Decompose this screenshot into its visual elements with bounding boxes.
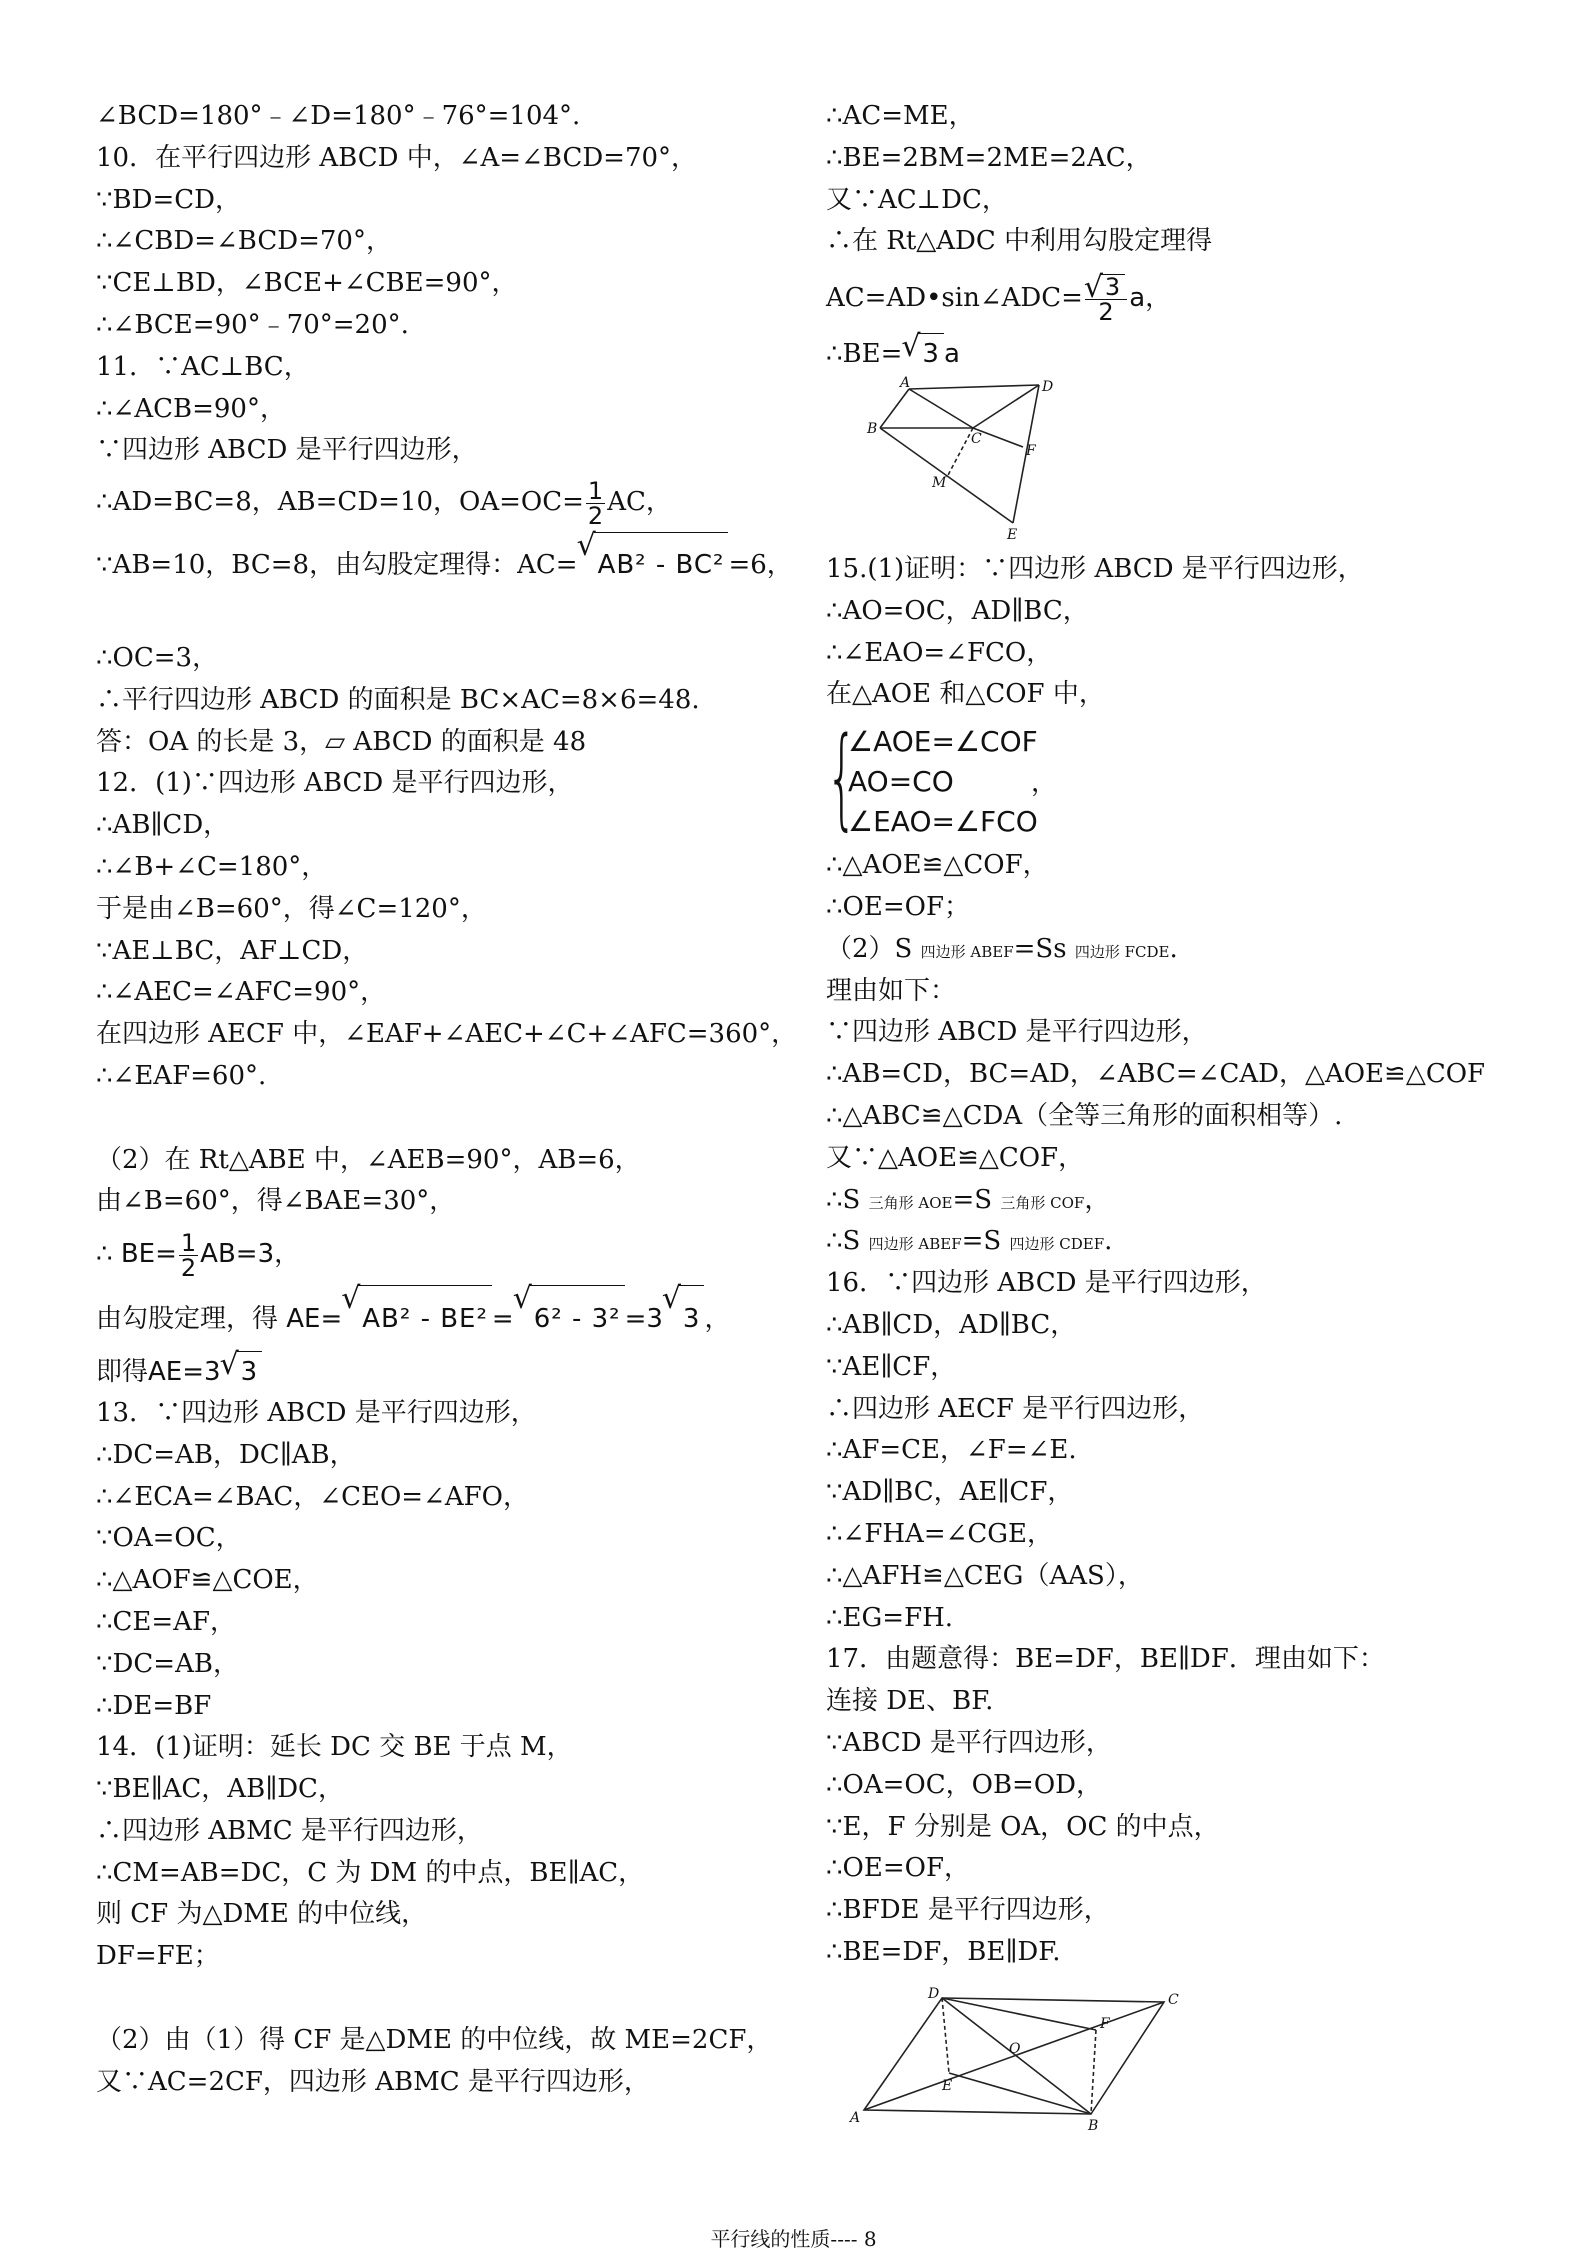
text-line: ∴四边形 AECF 是平行四边形，: [826, 1393, 1205, 1424]
sqrt-expression: √ 3: [1101, 274, 1125, 299]
text: ∴: [96, 1239, 121, 1270]
text-line: ∴平行四边形 ABCD 的面积是 BC×AC=8×6=48.: [96, 684, 700, 715]
text: 即得: [96, 1357, 149, 1388]
text-line: 连接 DE、BF.: [826, 1686, 994, 1717]
text-line: ∴在 Rt△ADC 中利用勾股定理得: [826, 226, 1213, 257]
text-line: ∴BE=DF，BE∥DF.: [826, 1936, 1061, 1967]
text: .: [1104, 1226, 1113, 1257]
label-O: O: [1009, 2040, 1021, 2057]
text-line: 11．∵AC⊥BC，: [96, 351, 310, 382]
text-line: ∴BFDE 是平行四边形，: [826, 1895, 1110, 1926]
text-line: ∴△ABC≌△CDA（全等三角形的面积相等）.: [826, 1100, 1343, 1131]
edge: [880, 428, 1013, 523]
label-E: E: [1007, 526, 1018, 543]
text-line: ∵AD∥BC，AE∥CF，: [826, 1477, 1074, 1508]
fraction-half: [179, 1228, 198, 1282]
left-lines-part4: [96, 1393, 776, 1978]
text-line: ∴OE=OF；: [826, 891, 970, 922]
text: AC，: [607, 487, 672, 518]
text-line: ∴∠BCE=90°﹣70°=20°.: [96, 309, 409, 340]
subscript: 四边形 FCDE: [1074, 942, 1170, 961]
text-line: ∴CE=AF，: [96, 1606, 237, 1637]
label-B: B: [867, 420, 878, 437]
label-C: C: [1168, 1991, 1179, 2008]
left-lines-part1: [96, 96, 776, 472]
text: ，: [1084, 1184, 1111, 1215]
text-line: 14．(1)证明：延长 DC 交 BE 于点 M，: [96, 1732, 573, 1763]
text-line: ∴BE=2BM=2ME=2AC，: [826, 142, 1152, 173]
line-quad-area: [826, 1221, 1526, 1263]
right-lines-part1: [826, 96, 1526, 263]
sqrt-expression: √ 3: [237, 1351, 263, 1394]
text: =S: [952, 1184, 1001, 1215]
label-E: E: [942, 2077, 953, 2094]
text: AB=3，: [200, 1239, 301, 1270]
text-line: ∴AO=OC，AD∥BC，: [826, 595, 1089, 626]
left-column: [96, 96, 798, 2103]
edge: [909, 389, 973, 428]
text: ∴AD=BC=8，AB=CD=10，OA=OC=: [96, 487, 584, 518]
label-F: F: [1100, 2015, 1110, 2032]
left-lines-part3: [96, 1140, 776, 1224]
text-line: 由∠B=60°，得∠BAE=30°，: [96, 1186, 456, 1217]
text-line: 又∵△AOE≌△COF，: [826, 1142, 1085, 1173]
text-line: ∴∠B+∠C=180°，: [96, 851, 328, 882]
text-line: ∠BCD=180°﹣∠D=180°﹣76°=104°.: [96, 101, 581, 131]
congruence-conditions: [826, 713, 1526, 843]
text-line: 在△AOE 和△COF 中，: [826, 679, 1105, 710]
text-line: ∵OA=OC，: [96, 1523, 242, 1554]
text-line: 10．在平行四边形 ABCD 中，∠A=∠BCD=70°，: [96, 142, 698, 173]
sqrt-expression: √ 3: [918, 333, 944, 376]
text: =6，: [728, 550, 793, 581]
text-line: 在四边形 AECF 中，∠EAF+∠AEC+∠C+∠AFC=360°，: [96, 1019, 798, 1050]
text-line: ∴∠ECA=∠BAC，∠CEO=∠AFO，: [96, 1481, 529, 1512]
text-line: ∵AE∥CF，: [826, 1351, 957, 1382]
text: a，: [1129, 283, 1172, 314]
edge: [949, 2073, 1091, 2114]
text-line: ∵四边形 ABCD 是平行四边形，: [826, 1017, 1208, 1048]
denominator: 2: [180, 1253, 197, 1282]
text: ∴S: [826, 1184, 869, 1215]
line-ae-pythagoras: [96, 1285, 776, 1351]
text-line: ∴∠AEC=∠AFC=90°，: [96, 977, 387, 1008]
text: ∴BE=: [826, 339, 903, 370]
comma: ，: [1031, 768, 1058, 799]
edge: [942, 1998, 1096, 2030]
sqrt-expression: √ 6² - 3²: [530, 1285, 625, 1352]
condition-2: AO=CO: [848, 765, 954, 799]
text-line: ∴AC=ME，: [826, 101, 975, 131]
left-lines-part2: [96, 638, 798, 1098]
edge: [880, 389, 909, 428]
subscript: 四边形 ABEF: [920, 942, 1014, 961]
text: =: [491, 1304, 514, 1335]
text: ，: [704, 1304, 731, 1335]
label-D: D: [928, 1985, 940, 2002]
sqrt-expression: √ 3: [679, 1285, 705, 1352]
text: AE=3: [148, 1357, 221, 1388]
right-lines-part4: [826, 971, 1526, 1180]
subscript: 三角形 COF: [1000, 1193, 1085, 1212]
right-lines-part2: [826, 549, 1526, 716]
edge: [909, 385, 1039, 389]
text-line: ∵ABCD 是平行四边形，: [826, 1727, 1112, 1758]
text-line: 答：OA 的长是 3，▱ ABCD 的面积是 48: [96, 726, 587, 757]
text-line: ∴∠FHA=∠CGE，: [826, 1518, 1054, 1549]
text-line: ∴OA=OC，OB=OD，: [826, 1769, 1102, 1800]
text-line: 又∵AC⊥DC，: [826, 184, 1008, 215]
fraction-sqrt3-over-2: [1085, 273, 1127, 327]
line-area-claim: [826, 929, 1526, 971]
dashed-edge: [942, 1998, 949, 2073]
line-ac-sin: [826, 263, 1526, 333]
text-line: 理由如下：: [826, 975, 957, 1006]
right-lines-part5: [826, 1263, 1526, 1974]
text-line: ∴∠ACB=90°，: [96, 393, 286, 424]
text-line: ∴△AFH≌△CEG（AAS），: [826, 1560, 1144, 1591]
text: AE=: [286, 1304, 343, 1335]
left-lines-part5: [96, 2020, 776, 2104]
condition-3: ∠EAO=∠FCO: [848, 805, 1038, 839]
sqrt-expression: √ AB² - BC²: [594, 532, 729, 597]
dashed-edge: [947, 428, 973, 477]
text: =S: [961, 1226, 1010, 1257]
numerator: 1: [587, 476, 604, 505]
denominator: 2: [1098, 298, 1114, 327]
text-line: 又∵AC=2CF，四边形 ABMC 是平行四边形，: [96, 2066, 650, 2097]
label-F: F: [1026, 442, 1036, 459]
edge: [973, 385, 1039, 428]
label-C: C: [971, 430, 982, 447]
text-line: ∴DC=AB，DC∥AB，: [96, 1439, 356, 1470]
text: .: [1169, 933, 1178, 964]
left-brace-icon: {: [826, 713, 858, 842]
label-A: A: [900, 374, 911, 391]
line-be-sqrt3: [826, 333, 1526, 375]
figure-14: [850, 374, 1054, 545]
right-lines-part3: [826, 845, 1526, 929]
page-footer: 平行线的性质---- 8: [710, 2227, 877, 2251]
fraction-half: [586, 476, 605, 530]
text: ∵AB=10，BC=8，由勾股定理得：AC=: [96, 550, 578, 581]
text-line: ∴四边形 ABMC 是平行四边形，: [96, 1815, 483, 1846]
text-line: ∴∠EAF=60°.: [96, 1060, 267, 1091]
text-line: ∵BE∥AC，AB∥DC，: [96, 1774, 344, 1805]
text-line: 16．∵四边形 ABCD 是平行四边形，: [826, 1268, 1267, 1299]
text-line: （2）在 Rt△ABE 中，∠AEB=90°，AB=6，: [96, 1144, 641, 1175]
text: =Ss: [1013, 933, 1075, 964]
text-line: ∵CE⊥BD，∠BCE+∠CBE=90°，: [96, 268, 518, 299]
numerator: 1: [180, 1228, 197, 1257]
text-line: ∴AF=CE，∠F=∠E.: [826, 1435, 1077, 1466]
text: AC=AD•sin∠ADC=: [826, 283, 1083, 314]
text-line: ∴EG=FH.: [826, 1602, 954, 1633]
label-B: B: [1088, 2117, 1099, 2134]
subscript: 四边形 ABEF: [868, 1235, 962, 1254]
text-line: ∵AE⊥BC，AF⊥CD，: [96, 935, 369, 966]
text-line: ∵DC=AB，: [96, 1648, 239, 1679]
text: =3: [624, 1304, 663, 1335]
text-line: ∵E，F 分别是 OA，OC 的中点，: [826, 1811, 1220, 1842]
text-line: 17．由题意得：BE=DF，BE∥DF．理由如下：: [826, 1644, 1385, 1675]
text-line: ∴OC=3，: [96, 642, 219, 673]
text-line: ∴OE=OF，: [826, 1853, 970, 1884]
text: （2）S: [826, 933, 921, 964]
label-M: M: [932, 474, 947, 491]
dashed-edge: [1091, 2030, 1096, 2114]
text-line: ∴AB∥CD，AD∥BC，: [826, 1309, 1077, 1340]
subscript: 四边形 CDEF: [1009, 1235, 1105, 1254]
text: ∴S: [826, 1226, 869, 1257]
right-column: [826, 96, 1526, 2140]
condition-1: ∠AOE=∠COF: [848, 725, 1038, 759]
text-line: ∴AB=CD，BC=AD，∠ABC=∠CAD，△AOE≌△COF: [826, 1059, 1486, 1090]
text: a: [943, 339, 960, 370]
text-line: （2）由（1）得 CF 是△DME 的中位线，故 ME=2CF，: [96, 2024, 773, 2055]
subscript: 三角形 AOE: [868, 1193, 953, 1212]
text-line: 则 CF 为△DME 的中位线，: [96, 1899, 428, 1930]
text-line: 于是由∠B=60°，得∠C=120°，: [96, 893, 487, 924]
text-line: ∴CM=AB=DC，C 为 DM 的中点，BE∥AC，: [96, 1857, 645, 1888]
text: 由勾股定理，得: [96, 1304, 287, 1335]
text-line: ∴AB∥CD，: [96, 810, 230, 841]
line-ad-bc: [96, 472, 776, 532]
text-line: ∵BD=CD，: [96, 184, 242, 215]
text-line: 12．(1)∵四边形 ABCD 是平行四边形，: [96, 768, 574, 799]
text-line: ∴△AOF≌△COE，: [96, 1565, 319, 1596]
text-line: ∴△AOE≌△COF，: [826, 850, 1049, 881]
text-line: DF=FE；: [96, 1941, 220, 1972]
label-A: A: [850, 2109, 861, 2126]
text-line: ∴∠EAO=∠FCO，: [826, 637, 1053, 668]
text-line: ∴DE=BF: [96, 1690, 212, 1721]
conditions: [848, 722, 1038, 842]
text-line: ∵四边形 ABCD 是平行四边形，: [96, 435, 478, 466]
figure-17: [846, 1986, 1186, 2136]
sqrt-expression: √ AB² - BE²: [358, 1285, 492, 1352]
label-D: D: [1042, 378, 1054, 395]
line-be: [96, 1223, 776, 1285]
text-line: ∴∠CBD=∠BCD=70°，: [96, 226, 392, 257]
denominator: 2: [587, 501, 604, 530]
text-line: 15.(1)证明：∵四边形 ABCD 是平行四边形，: [826, 553, 1364, 584]
text: BE=: [120, 1239, 177, 1270]
text-line: 13．∵四边形 ABCD 是平行四边形，: [96, 1397, 537, 1428]
line-ae-result: [96, 1351, 776, 1393]
line-ac-pythagoras: [96, 532, 793, 596]
line-triangle-area: [826, 1180, 1526, 1222]
